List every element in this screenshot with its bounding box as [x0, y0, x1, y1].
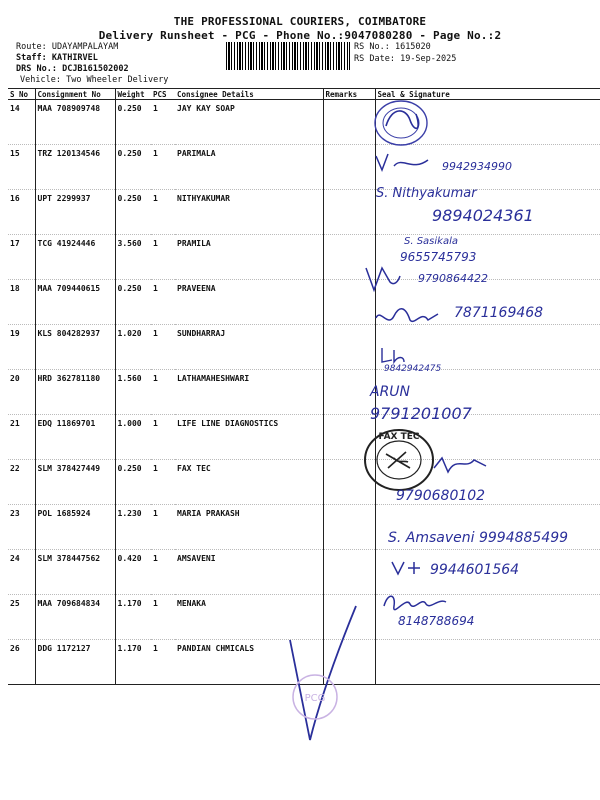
cell-consignment: MAA 709684834 [35, 595, 115, 640]
cell-sno: 16 [8, 190, 35, 235]
rs-no-value: 1615020 [394, 42, 431, 52]
cell-weight: 1.560 [115, 370, 151, 415]
cell-weight: 1.020 [115, 325, 151, 370]
cell-pcs: 1 [151, 190, 175, 235]
cell-consignment: SLM 378447562 [35, 550, 115, 595]
cell-sno: 20 [8, 370, 35, 415]
col-seal: Seal & Signature [375, 89, 600, 100]
signature-phone: 7871169468 [454, 305, 544, 321]
cell-consignee: PARIMALA [175, 145, 323, 190]
cell-pcs: 1 [151, 595, 175, 640]
cell-weight: 0.250 [115, 460, 151, 505]
cell-remarks [323, 145, 375, 190]
cell-sno: 23 [8, 505, 35, 550]
col-weight: Weight [115, 89, 151, 100]
cell-sno: 19 [8, 325, 35, 370]
signature-scribble [430, 452, 490, 478]
signature-phone: 8148788694 [398, 614, 475, 628]
pcg-stamp-text: PCG [304, 693, 326, 704]
cell-pcs: 1 [151, 505, 175, 550]
signature-phone: 9655745793 [400, 250, 477, 264]
cell-remarks [323, 190, 375, 235]
cell-seal [375, 325, 600, 370]
cell-seal [375, 640, 600, 685]
cell-pcs: 1 [151, 640, 175, 685]
cell-remarks [323, 505, 375, 550]
col-consignment: Consignment No [35, 89, 115, 100]
signature-name: ARUN [370, 384, 411, 400]
signature-scribble [362, 262, 402, 294]
cell-weight: 1.230 [115, 505, 151, 550]
pcg-stamp [290, 672, 340, 722]
table-row [8, 325, 600, 370]
cell-sno: 22 [8, 460, 35, 505]
cell-consignee: NITHYAKUMAR [175, 190, 323, 235]
route-value: UDAYAMPALAYAM [51, 42, 119, 52]
cell-remarks [323, 550, 375, 595]
staff-line: Staff: KATHIRVEL [16, 53, 98, 63]
vehicle-value: Two Wheeler Delivery [66, 75, 169, 85]
cell-consignee: MENAKA [175, 595, 323, 640]
signature-scribble [372, 150, 432, 176]
runsheet-subtitle: Delivery Runsheet - PCG - Phone No.:9047080280 - Page No.:2 [98, 29, 502, 42]
cell-consignee: LIFE LINE DIAGNOSTICS [175, 415, 323, 460]
drs-line: DRS No.: DCJB161502002 [16, 64, 129, 74]
signature-scribble [372, 304, 442, 330]
faxtec-seal-stamp [358, 424, 440, 496]
signature-phone: 9790864422 [418, 272, 488, 285]
cell-weight: 0.250 [115, 100, 151, 145]
cell-sno: 24 [8, 550, 35, 595]
cell-sno: 21 [8, 415, 35, 460]
cell-consignee: FAX TEC [175, 460, 323, 505]
col-pcs: PCS [151, 89, 175, 100]
cell-sno: 17 [8, 235, 35, 280]
cell-weight: 1.170 [115, 640, 151, 685]
cell-weight: 1.000 [115, 415, 151, 460]
cell-consignment: TCG 41924446 [35, 235, 115, 280]
runsheet-table [8, 88, 600, 685]
cell-pcs: 1 [151, 370, 175, 415]
col-remarks: Remarks [323, 89, 375, 100]
drs-value: DCJB161502002 [62, 64, 129, 74]
cell-consignee: LATHAMAHESHWARI [175, 370, 323, 415]
cell-pcs: 1 [151, 280, 175, 325]
col-consignee: Consignee Details [175, 89, 323, 100]
jaykay-seal-stamp [370, 96, 432, 150]
cell-pcs: 1 [151, 415, 175, 460]
signature-phone: 9894024361 [432, 206, 534, 225]
signature-phone: 9842942475 [384, 364, 442, 374]
cell-consignment: TRZ 120134546 [35, 145, 115, 190]
cell-sno: 25 [8, 595, 35, 640]
cell-pcs: 1 [151, 235, 175, 280]
rs-date-line: RS Date: 19-Sep-2025 [354, 54, 457, 64]
cell-consignment: UPT 2299937 [35, 190, 115, 235]
col-sno: S No [8, 89, 35, 100]
cell-weight: 0.420 [115, 550, 151, 595]
cell-consignee: SUNDHARRAJ [175, 325, 323, 370]
rs-date-value: 19-Sep-2025 [400, 54, 457, 64]
faxtec-seal-text: FAX TEC [378, 432, 420, 442]
cell-sno: 26 [8, 640, 35, 685]
barcode [226, 42, 350, 70]
table-row [8, 415, 600, 460]
signature-phone: 9790680102 [396, 488, 486, 504]
cell-pcs: 1 [151, 100, 175, 145]
cell-consignee: AMSAVENI [175, 550, 323, 595]
cell-consignment: MAA 709440615 [35, 280, 115, 325]
cell-remarks [323, 325, 375, 370]
staff-value: KATHIRVEL [51, 53, 98, 63]
cell-consignee: PANDIAN CHMICALS [175, 640, 323, 685]
cell-consignment: POL 1685924 [35, 505, 115, 550]
signature-scribble [378, 346, 408, 366]
signature-name: S. Nithyakumar [376, 186, 477, 201]
table-header [8, 89, 600, 100]
cell-pcs: 1 [151, 145, 175, 190]
cell-consignment: KLS 804282937 [35, 325, 115, 370]
cell-consignment: SLM 378427449 [35, 460, 115, 505]
table-row [8, 100, 600, 145]
cell-consignee: PRAMILA [175, 235, 323, 280]
rs-no-line: RS No.: 1615020 [354, 42, 431, 52]
cell-pcs: 1 [151, 460, 175, 505]
cell-consignment: MAA 708909748 [35, 100, 115, 145]
cell-sno: 14 [8, 100, 35, 145]
cell-consignment: EDQ 11869701 [35, 415, 115, 460]
cell-consignee: JAY KAY SOAP [175, 100, 323, 145]
cell-weight: 0.250 [115, 145, 151, 190]
cell-remarks [323, 100, 375, 145]
route-line: Route: UDAYAMPALAYAM [16, 42, 119, 52]
company-title: THE PROFESSIONAL COURIERS, COIMBATORE [173, 15, 427, 28]
cell-pcs: 1 [151, 550, 175, 595]
cell-sno: 15 [8, 145, 35, 190]
cell-weight: 3.560 [115, 235, 151, 280]
signature-scribble [388, 556, 424, 580]
table-row [8, 235, 600, 280]
cell-consignee: PRAVEENA [175, 280, 323, 325]
signature-name: S. Sasikala [404, 236, 458, 247]
cell-remarks [323, 370, 375, 415]
signature-phone: 9942934990 [442, 160, 512, 173]
table-row [8, 370, 600, 415]
signature-phone: 9944601564 [430, 562, 520, 578]
signature-phone: 9791201007 [370, 404, 472, 423]
vehicle-line: Vehicle: Two Wheeler Delivery [20, 75, 169, 85]
signature-scribble [380, 588, 450, 616]
cell-weight: 1.170 [115, 595, 151, 640]
cell-consignee: MARIA PRAKASH [175, 505, 323, 550]
cell-weight: 0.250 [115, 280, 151, 325]
cell-consignment: HRD 362781180 [35, 370, 115, 415]
cell-sno: 18 [8, 280, 35, 325]
cell-pcs: 1 [151, 325, 175, 370]
cell-weight: 0.250 [115, 190, 151, 235]
signature-name-phone: S. Amsaveni 9994885499 [388, 530, 569, 546]
table-row [8, 460, 600, 505]
cell-consignment: DDG 1172127 [35, 640, 115, 685]
